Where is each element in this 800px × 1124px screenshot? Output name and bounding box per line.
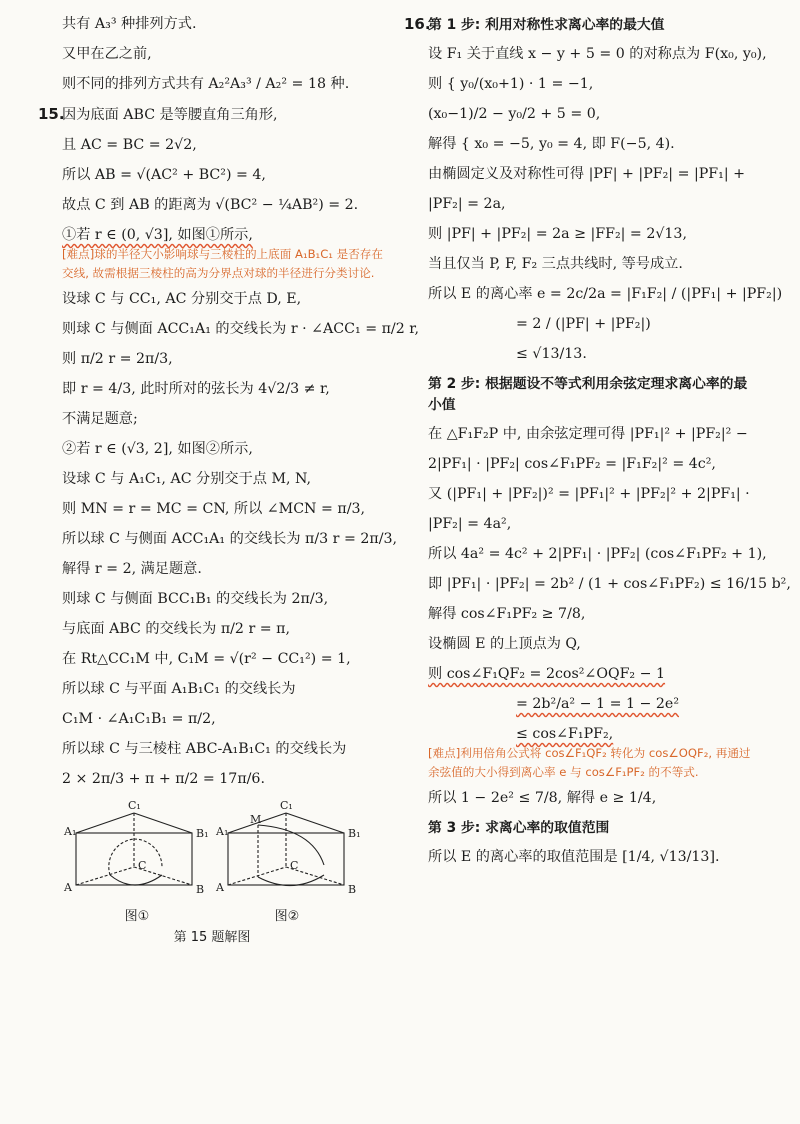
label-a-2: A bbox=[216, 881, 224, 894]
figure-2-label: 图② bbox=[274, 909, 300, 924]
text-line: 所以 1 − 2e² ≤ 7/8, 解得 e ≥ 1/4, bbox=[428, 790, 657, 806]
q15-line-1 bbox=[38, 104, 384, 125]
figure-labels bbox=[62, 905, 362, 924]
difficulty-note: [难点]球的半径大小影响球与三棱柱的上底面 A₁B₁C₁ 是否存在交线, 故需根据三棱柱的高为分界点对球的半径进行分类讨论. bbox=[62, 247, 383, 280]
text-line: 故点 C 到 AB 的距离为 √(BC² − ¼AB²) = 2. bbox=[62, 197, 359, 213]
text-line: 则 MN = r = MC = CN, 所以 ∠MCN = π/3, bbox=[62, 501, 366, 517]
text-line: 在 Rt△CC₁M 中, C₁M = √(r² − CC₁²) = 1, bbox=[62, 651, 351, 667]
figure-caption: 第 15 题解图 bbox=[173, 930, 251, 945]
text-line: 当且仅当 P, F, F₂ 三点共线时, 等号成立. bbox=[428, 256, 683, 272]
cos-text-2: = 2b²/a² − 1 = 1 − 2e² bbox=[516, 696, 680, 712]
text-line: 则 |PF| + |PF₂| = 2a ≥ |FF₂| = 2√13, bbox=[428, 226, 687, 242]
label-b1-2: B₁ bbox=[348, 827, 361, 840]
label-c-2: C bbox=[290, 859, 299, 872]
text-line: 不满足题意; bbox=[62, 411, 138, 427]
case-1-text: ①若 r ∈ (0, √3], 如图①所示, bbox=[62, 227, 253, 243]
label-c1-2: C₁ bbox=[280, 799, 293, 812]
figure-15 bbox=[62, 799, 384, 945]
cos-line-3 bbox=[404, 724, 760, 744]
text-line: 则不同的排列方式共有 A₂²A₃³ / A₂² = 18 种. bbox=[62, 76, 350, 92]
text-line: 设球 C 与 A₁C₁, AC 分别交于点 M, N, bbox=[62, 471, 312, 487]
text-line: 所以 E 的离心率的取值范围是 [1/4, √13/13]. bbox=[428, 849, 720, 865]
question-number-15: 15. bbox=[38, 105, 65, 123]
text-line: 则 { y₀/(x₀+1) · 1 = −1, bbox=[428, 76, 594, 92]
cos-line bbox=[404, 664, 760, 684]
text-line: 因为底面 ABC 是等腰直角三角形, bbox=[62, 107, 278, 123]
step-1-title: 第 1 步: 利用对称性求离心率的最大值 bbox=[428, 17, 665, 33]
text-line: 所以 E 的离心率 e = 2c/2a = |F₁F₂| / (|PF₁| + |PF₂|) bbox=[428, 286, 783, 302]
cos-text-3: ≤ cos∠F₁PF₂, bbox=[516, 726, 614, 742]
q16-step1-heading bbox=[404, 14, 760, 36]
text-line: 又甲在乙之前, bbox=[62, 46, 152, 62]
step-2-title: 第 2 步: 根据题设不等式利用余弦定理求离心率的最小值 bbox=[428, 376, 748, 413]
text-line: 所以球 C 与侧面 ACC₁A₁ 的交线长为 π/3 r = 2π/3, bbox=[62, 531, 398, 547]
label-c1: C₁ bbox=[128, 799, 141, 812]
text-line: 则球 C 与侧面 ACC₁A₁ 的交线长为 r · ∠ACC₁ = π/2 r, bbox=[62, 321, 419, 337]
text-line: |PF₂| = 4a², bbox=[428, 516, 512, 532]
text-line: 则 π/2 r = 2π/3, bbox=[62, 351, 173, 367]
right-column bbox=[404, 14, 791, 877]
text-line: 与底面 ABC 的交线长为 π/2 r = π, bbox=[62, 621, 290, 637]
text-line: 即 |PF₁| · |PF₂| = 2b² / (1 + cos∠F₁PF₂) ≤ 16/15 b², bbox=[428, 576, 791, 592]
label-a1: A₁ bbox=[64, 825, 77, 838]
label-m: M bbox=[250, 813, 262, 826]
text-line: 设 F₁ 关于直线 x − y + 5 = 0 的对称点为 F(x₀, y₀), bbox=[428, 46, 767, 62]
text-line: 在 △F₁F₂P 中, 由余弦定理可得 |PF₁|² + |PF₂|² − bbox=[428, 426, 748, 442]
label-c: C bbox=[138, 859, 147, 872]
label-b1: B₁ bbox=[196, 827, 209, 840]
text-line: 解得 r = 2, 满足题意. bbox=[62, 561, 202, 577]
text-line: 所以球 C 与三棱柱 ABC-A₁B₁C₁ 的交线长为 bbox=[62, 741, 347, 757]
difficulty-note-16: [难点]利用倍角公式将 cos∠F₁QF₂ 转化为 cos∠OQF₂, 再通过余弦值的大小得到离心率 e 与 cos∠F₁PF₂ 的不等式. bbox=[428, 746, 751, 779]
text-line: 所以 4a² = 4c² + 2|PF₁| · |PF₂| (cos∠F₁PF₂ + 1), bbox=[428, 546, 767, 562]
text-line: 由椭圆定义及对称性可得 |PF| + |PF₂| = |PF₁| + bbox=[428, 166, 746, 182]
text-line: C₁M · ∠A₁C₁B₁ = π/2, bbox=[62, 711, 216, 727]
cos-text: 则 cos∠F₁QF₂ = 2cos²∠OQF₂ − 1 bbox=[428, 666, 666, 682]
text-line: 则球 C 与侧面 BCC₁B₁ 的交线长为 2π/3, bbox=[62, 591, 329, 607]
text-line: 解得 cos∠F₁PF₂ ≥ 7/8, bbox=[428, 606, 586, 622]
text-line: ②若 r ∈ (√3, 2], 如图②所示, bbox=[62, 441, 253, 457]
text-line: 设球 C 与 CC₁, AC 分别交于点 D, E, bbox=[62, 291, 302, 307]
cos-line-2 bbox=[404, 694, 760, 714]
text-line: 2 × 2π/3 + π + π/2 = 17π/6. bbox=[62, 771, 265, 787]
label-a1-2: A₁ bbox=[216, 825, 229, 838]
prism-diagrams bbox=[62, 799, 362, 903]
figure-1-label: 图① bbox=[124, 909, 150, 924]
label-b-2: B bbox=[348, 883, 357, 896]
text-line: 即 r = 4/3, 此时所对的弦长为 4√2/3 ≠ r, bbox=[62, 381, 330, 397]
text-line: |PF₂| = 2a, bbox=[428, 196, 506, 212]
text-line: 2|PF₁| · |PF₂| cos∠F₁PF₂ = |F₁F₂|² = 4c², bbox=[428, 456, 716, 472]
text-line: 所以 AB = √(AC² + BC²) = 4, bbox=[62, 167, 266, 183]
case-1-line bbox=[38, 225, 384, 245]
text-line: = 2 / (|PF| + |PF₂|) bbox=[516, 316, 651, 332]
text-line: 所以球 C 与平面 A₁B₁C₁ 的交线长为 bbox=[62, 681, 296, 697]
text-line: (x₀−1)/2 − y₀/2 + 5 = 0, bbox=[428, 106, 601, 122]
label-a: A bbox=[64, 881, 72, 894]
text-line: 解得 { x₀ = −5, y₀ = 4, 即 F(−5, 4). bbox=[428, 136, 675, 152]
text-line: 共有 A₃³ 种排列方式. bbox=[62, 16, 197, 32]
label-b: B bbox=[196, 883, 205, 896]
text-line: 又 (|PF₁| + |PF₂|)² = |PF₁|² + |PF₂|² + 2|PF₁| · bbox=[428, 486, 750, 502]
question-number-16: 16. bbox=[404, 15, 431, 33]
text-line: ≤ √13/13. bbox=[516, 346, 587, 362]
text-line: 设椭圆 E 的上顶点为 Q, bbox=[428, 636, 581, 652]
step-3-title: 第 3 步: 求离心率的取值范围 bbox=[428, 820, 610, 836]
text-line: 且 AC = BC = 2√2, bbox=[62, 137, 197, 153]
